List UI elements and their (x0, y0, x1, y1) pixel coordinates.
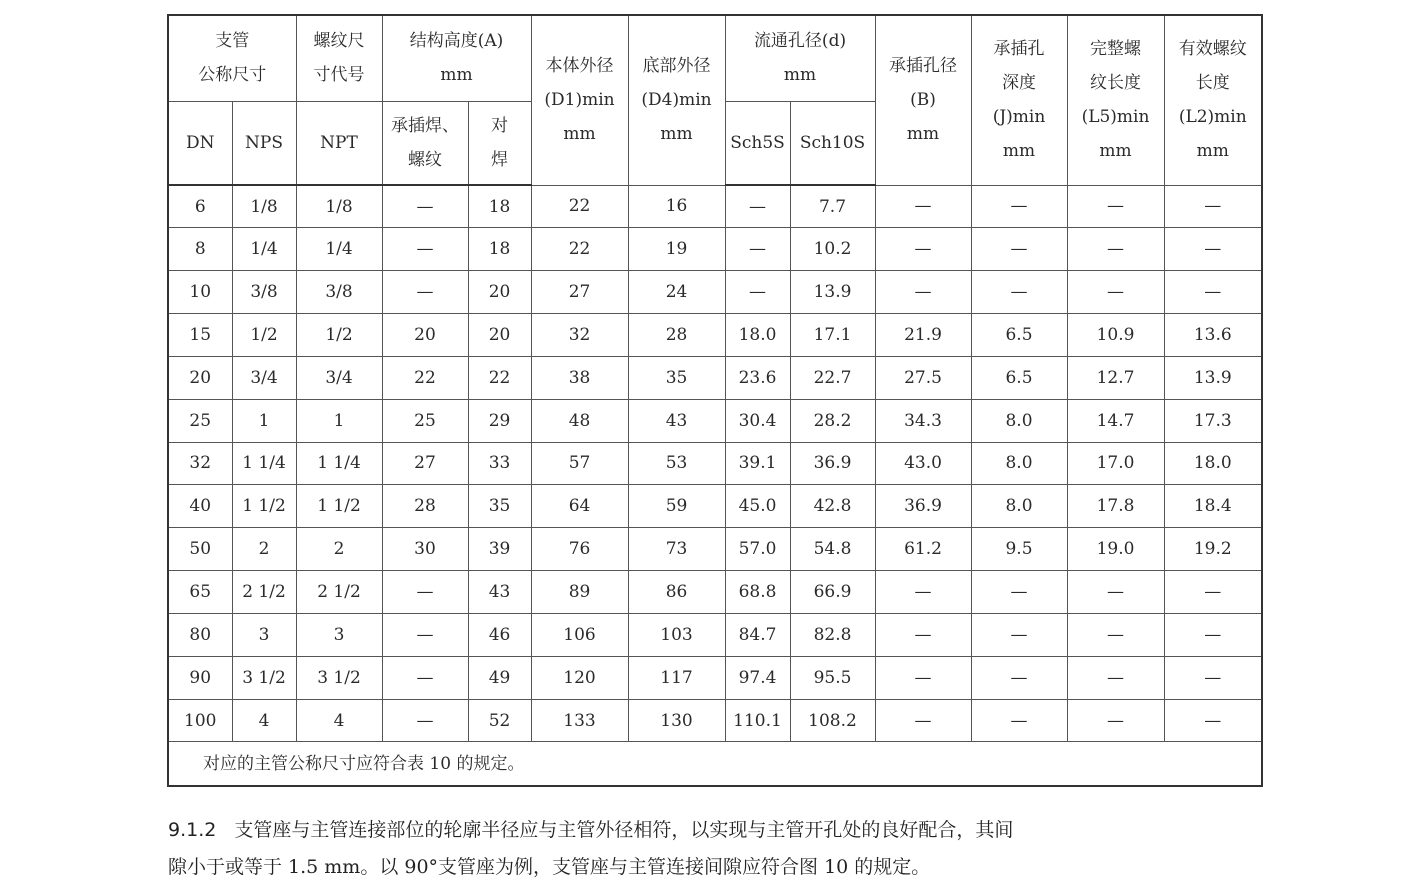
cell-npt: 3 1/2 (296, 656, 382, 699)
cell-effective-thread: — (1164, 185, 1262, 228)
cell-sch10s: 42.8 (790, 485, 875, 528)
cell-socket-depth: 9.5 (971, 528, 1067, 571)
cell-nps: 3/8 (232, 271, 296, 314)
cell-full-thread: 17.0 (1067, 442, 1164, 485)
cell-full-thread: — (1067, 185, 1164, 228)
cell-socket-bore: 34.3 (875, 399, 971, 442)
cell-height-socket-weld: — (382, 571, 468, 614)
cell-npt: 4 (296, 699, 382, 742)
cell-body-od: 22 (531, 185, 628, 228)
table-row (168, 656, 1262, 699)
cell-socket-depth: — (971, 571, 1067, 614)
cell-sch10s: 82.8 (790, 613, 875, 656)
cell-height-butt-weld: 29 (468, 399, 531, 442)
cell-npt: 1 1/4 (296, 442, 382, 485)
spec-table (167, 14, 1263, 787)
cell-nps: 1/2 (232, 314, 296, 357)
cell-body-od: 133 (531, 699, 628, 742)
cell-nps: 1 1/2 (232, 485, 296, 528)
cell-npt: 3 (296, 613, 382, 656)
cell-nps: 3 (232, 613, 296, 656)
cell-nps: 2 1/2 (232, 571, 296, 614)
cell-bottom-od: 73 (628, 528, 725, 571)
header-dn: DN (168, 101, 232, 185)
cell-npt: 2 1/2 (296, 571, 382, 614)
cell-socket-bore: 61.2 (875, 528, 971, 571)
cell-height-socket-weld: — (382, 185, 468, 228)
cell-height-butt-weld: 20 (468, 271, 531, 314)
cell-sch5s: 57.0 (725, 528, 790, 571)
cell-nps: 1/8 (232, 185, 296, 228)
cell-body-od: 48 (531, 399, 628, 442)
cell-effective-thread: — (1164, 656, 1262, 699)
cell-effective-thread: — (1164, 271, 1262, 314)
cell-nps: 1 1/4 (232, 442, 296, 485)
cell-sch5s: 18.0 (725, 314, 790, 357)
cell-dn: 15 (168, 314, 232, 357)
header-nps: NPS (232, 101, 296, 185)
cell-full-thread: — (1067, 571, 1164, 614)
cell-bottom-od: 59 (628, 485, 725, 528)
cell-npt: 1 (296, 399, 382, 442)
cell-nps: 2 (232, 528, 296, 571)
header-flow-bore: 流通孔径(d) mm (725, 15, 875, 101)
cell-npt: 3/8 (296, 271, 382, 314)
cell-bottom-od: 35 (628, 356, 725, 399)
cell-socket-bore: 21.9 (875, 314, 971, 357)
cell-sch10s: 66.9 (790, 571, 875, 614)
cell-sch10s: 13.9 (790, 271, 875, 314)
cell-full-thread: — (1067, 656, 1164, 699)
header-sch10s: Sch10S (790, 101, 875, 185)
cell-socket-depth: — (971, 613, 1067, 656)
table-row (168, 271, 1262, 314)
cell-socket-depth: 8.0 (971, 399, 1067, 442)
cell-effective-thread: 18.4 (1164, 485, 1262, 528)
header-socket-weld-thread: 承插焊、 螺纹 (382, 101, 468, 185)
header-branch-nominal: 支管 公称尺寸 (168, 15, 296, 101)
cell-body-od: 22 (531, 228, 628, 271)
table-row (168, 356, 1262, 399)
cell-sch10s: 36.9 (790, 442, 875, 485)
cell-height-socket-weld: — (382, 613, 468, 656)
table-row (168, 528, 1262, 571)
cell-height-butt-weld: 52 (468, 699, 531, 742)
cell-sch5s: — (725, 271, 790, 314)
header-bottom-od: 底部外径 (D4)min mm (628, 15, 725, 185)
cell-effective-thread: 13.6 (1164, 314, 1262, 357)
cell-dn: 25 (168, 399, 232, 442)
cell-nps: 3 1/2 (232, 656, 296, 699)
cell-socket-depth: 8.0 (971, 485, 1067, 528)
cell-bottom-od: 16 (628, 185, 725, 228)
cell-sch10s: 7.7 (790, 185, 875, 228)
cell-dn: 8 (168, 228, 232, 271)
table-row (168, 571, 1262, 614)
cell-sch5s: 23.6 (725, 356, 790, 399)
cell-sch5s: 110.1 (725, 699, 790, 742)
header-butt-weld: 对 焊 (468, 101, 531, 185)
cell-dn: 40 (168, 485, 232, 528)
cell-sch5s: 39.1 (725, 442, 790, 485)
cell-effective-thread: — (1164, 228, 1262, 271)
cell-dn: 6 (168, 185, 232, 228)
cell-full-thread: 14.7 (1067, 399, 1164, 442)
cell-npt: 1 1/2 (296, 485, 382, 528)
cell-npt: 3/4 (296, 356, 382, 399)
table-row (168, 228, 1262, 271)
cell-sch5s: 84.7 (725, 613, 790, 656)
cell-effective-thread: — (1164, 613, 1262, 656)
cell-socket-depth: — (971, 271, 1067, 314)
cell-height-butt-weld: 18 (468, 185, 531, 228)
cell-dn: 100 (168, 699, 232, 742)
cell-body-od: 57 (531, 442, 628, 485)
cell-height-socket-weld: — (382, 699, 468, 742)
cell-bottom-od: 43 (628, 399, 725, 442)
cell-effective-thread: 18.0 (1164, 442, 1262, 485)
header-full-thread-length: 完整螺 纹长度 (L5)min mm (1067, 15, 1164, 185)
cell-body-od: 120 (531, 656, 628, 699)
cell-height-socket-weld: 28 (382, 485, 468, 528)
cell-height-socket-weld: — (382, 228, 468, 271)
cell-height-butt-weld: 39 (468, 528, 531, 571)
cell-sch10s: 54.8 (790, 528, 875, 571)
cell-full-thread: 17.8 (1067, 485, 1164, 528)
cell-height-socket-weld: — (382, 656, 468, 699)
clause-text-2: 隙小于或等于 1.5 mm。以 90°支管座为例，支管座与主管连接间隙应符合图 10 的规定。 (168, 856, 931, 878)
cell-effective-thread: 13.9 (1164, 356, 1262, 399)
cell-sch5s: — (725, 185, 790, 228)
cell-socket-depth: — (971, 656, 1067, 699)
cell-dn: 32 (168, 442, 232, 485)
clause-9-1-2 (168, 812, 1263, 886)
cell-height-butt-weld: 35 (468, 485, 531, 528)
cell-npt: 1/4 (296, 228, 382, 271)
cell-sch5s: — (725, 228, 790, 271)
cell-socket-bore: — (875, 571, 971, 614)
table-row (168, 613, 1262, 656)
cell-sch10s: 108.2 (790, 699, 875, 742)
cell-height-butt-weld: 20 (468, 314, 531, 357)
cell-height-butt-weld: 43 (468, 571, 531, 614)
table-note: 对应的主管公称尺寸应符合表 10 的规定。 (168, 742, 1262, 786)
table-row (168, 485, 1262, 528)
table-row (168, 314, 1262, 357)
cell-sch10s: 28.2 (790, 399, 875, 442)
cell-full-thread: — (1067, 699, 1164, 742)
cell-bottom-od: 28 (628, 314, 725, 357)
cell-body-od: 38 (531, 356, 628, 399)
cell-socket-depth: — (971, 228, 1067, 271)
table-row (168, 699, 1262, 742)
cell-body-od: 106 (531, 613, 628, 656)
cell-sch10s: 22.7 (790, 356, 875, 399)
cell-socket-depth: 8.0 (971, 442, 1067, 485)
cell-sch10s: 17.1 (790, 314, 875, 357)
cell-socket-bore: — (875, 185, 971, 228)
cell-dn: 80 (168, 613, 232, 656)
table-row (168, 442, 1262, 485)
cell-height-butt-weld: 18 (468, 228, 531, 271)
cell-npt: 1/2 (296, 314, 382, 357)
cell-socket-depth: — (971, 185, 1067, 228)
cell-dn: 50 (168, 528, 232, 571)
table-row (168, 185, 1262, 228)
cell-sch5s: 30.4 (725, 399, 790, 442)
cell-effective-thread: 17.3 (1164, 399, 1262, 442)
cell-sch5s: 68.8 (725, 571, 790, 614)
cell-height-butt-weld: 49 (468, 656, 531, 699)
cell-bottom-od: 130 (628, 699, 725, 742)
cell-socket-depth: 6.5 (971, 356, 1067, 399)
cell-body-od: 27 (531, 271, 628, 314)
cell-body-od: 89 (531, 571, 628, 614)
cell-height-butt-weld: 22 (468, 356, 531, 399)
header-body-od: 本体外径 (D1)min mm (531, 15, 628, 185)
cell-socket-bore: — (875, 656, 971, 699)
cell-socket-bore: — (875, 228, 971, 271)
cell-height-socket-weld: 22 (382, 356, 468, 399)
cell-bottom-od: 53 (628, 442, 725, 485)
cell-nps: 3/4 (232, 356, 296, 399)
cell-nps: 1/4 (232, 228, 296, 271)
cell-body-od: 76 (531, 528, 628, 571)
header-sch5s: Sch5S (725, 101, 790, 185)
cell-body-od: 32 (531, 314, 628, 357)
cell-dn: 20 (168, 356, 232, 399)
cell-socket-bore: — (875, 699, 971, 742)
cell-effective-thread: 19.2 (1164, 528, 1262, 571)
cell-full-thread: 12.7 (1067, 356, 1164, 399)
cell-socket-bore: — (875, 271, 971, 314)
header-thread-code: 螺纹尺 寸代号 (296, 15, 382, 101)
cell-sch10s: 95.5 (790, 656, 875, 699)
cell-height-socket-weld: — (382, 271, 468, 314)
cell-npt: 2 (296, 528, 382, 571)
cell-height-socket-weld: 27 (382, 442, 468, 485)
table-row (168, 399, 1262, 442)
cell-full-thread: — (1067, 271, 1164, 314)
cell-dn: 65 (168, 571, 232, 614)
cell-sch10s: 10.2 (790, 228, 875, 271)
header-effective-thread-length: 有效螺纹 长度 (L2)min mm (1164, 15, 1262, 185)
cell-full-thread: — (1067, 228, 1164, 271)
cell-effective-thread: — (1164, 571, 1262, 614)
clause-number: 9.1.2 (168, 819, 217, 841)
cell-socket-bore: 36.9 (875, 485, 971, 528)
header-npt: NPT (296, 101, 382, 185)
cell-height-socket-weld: 20 (382, 314, 468, 357)
header-structure-height: 结构高度(A) mm (382, 15, 531, 101)
clause-line-1 (168, 812, 1263, 849)
cell-bottom-od: 117 (628, 656, 725, 699)
cell-nps: 4 (232, 699, 296, 742)
cell-height-socket-weld: 25 (382, 399, 468, 442)
cell-sch5s: 45.0 (725, 485, 790, 528)
cell-socket-bore: — (875, 613, 971, 656)
cell-sch5s: 97.4 (725, 656, 790, 699)
cell-height-socket-weld: 30 (382, 528, 468, 571)
cell-socket-depth: — (971, 699, 1067, 742)
header-socket-depth: 承插孔 深度 (J)min mm (971, 15, 1067, 185)
cell-bottom-od: 103 (628, 613, 725, 656)
cell-full-thread: 10.9 (1067, 314, 1164, 357)
cell-socket-bore: 27.5 (875, 356, 971, 399)
header-socket-bore: 承插孔径 (B) mm (875, 15, 971, 185)
cell-bottom-od: 24 (628, 271, 725, 314)
clause-text-1: 支管座与主管连接部位的轮廓半径应与主管外径相符，以实现与主管开孔处的良好配合，其间 (234, 819, 1014, 841)
cell-full-thread: — (1067, 613, 1164, 656)
cell-npt: 1/8 (296, 185, 382, 228)
cell-full-thread: 19.0 (1067, 528, 1164, 571)
cell-dn: 10 (168, 271, 232, 314)
cell-body-od: 64 (531, 485, 628, 528)
cell-socket-bore: 43.0 (875, 442, 971, 485)
cell-bottom-od: 19 (628, 228, 725, 271)
cell-effective-thread: — (1164, 699, 1262, 742)
cell-dn: 90 (168, 656, 232, 699)
cell-bottom-od: 86 (628, 571, 725, 614)
cell-socket-depth: 6.5 (971, 314, 1067, 357)
cell-height-butt-weld: 33 (468, 442, 531, 485)
cell-height-butt-weld: 46 (468, 613, 531, 656)
cell-nps: 1 (232, 399, 296, 442)
